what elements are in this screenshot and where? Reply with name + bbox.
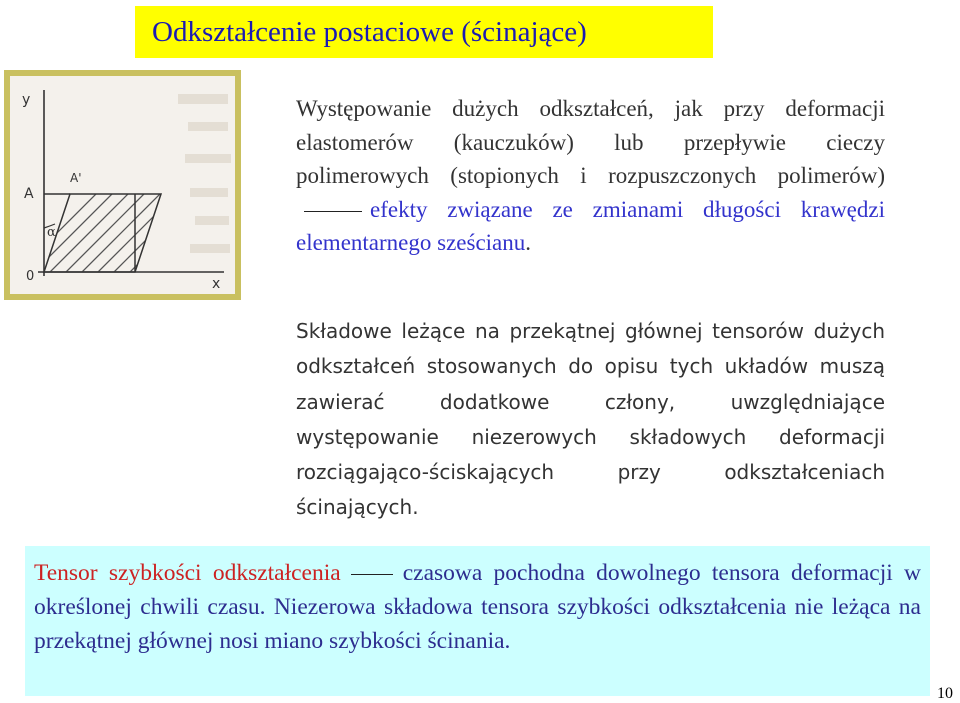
paragraph-tensor-components: Składowe leżące na przekątnej głównej tensorów dużych odkształceń stosowanych do opisu tych układów muszą zawierać dodatkowe człony, uwzględniające występowanie niezerowych składowych deformacji rozciągająco-ściskających przy odkształceniach ścinających. (296, 319, 885, 520)
page-title: Odkształcenie postaciowe (ścinające) (152, 15, 587, 48)
paragraph1-highlight: efekty związane ze zmianami długości krawędzi elementarnego sześcianu (296, 196, 885, 255)
angle-alpha-label: α (47, 225, 56, 240)
y-axis-label: y (22, 92, 31, 108)
paragraph1-ending: . (525, 230, 531, 255)
page-number: 10 (937, 685, 953, 702)
definition-term: Tensor szybkości odkształcenia (34, 560, 341, 586)
point-a-label: A (24, 186, 34, 202)
x-axis-label: x (212, 276, 221, 292)
em-dash (304, 211, 362, 212)
definition-text: czasowa pochodna dowolnego tensora deformacji w określonej chwili czasu. Niezerowa składowa tensora szybkości odkształcenia nie leżąca na przekątnej głównej nosi miano szybkości ścinania. (34, 560, 921, 654)
shear-diagram (10, 76, 235, 294)
point-a-prime-label: A' (70, 171, 82, 185)
em-dash (351, 574, 393, 575)
shear-deformation-figure (4, 70, 241, 300)
paragraph-large-deformations (296, 92, 885, 260)
definition-paragraph (34, 556, 921, 658)
title-banner (135, 6, 713, 58)
definition-box (25, 546, 930, 696)
origin-label: 0 (26, 269, 35, 284)
paragraph1-text: Występowanie dużych odkształceń, jak przy deformacji elastomerów (kauczuków) lub przepływie cieczy polimerowych (stopionych i rozpuszczonych polimerów) (296, 96, 885, 188)
